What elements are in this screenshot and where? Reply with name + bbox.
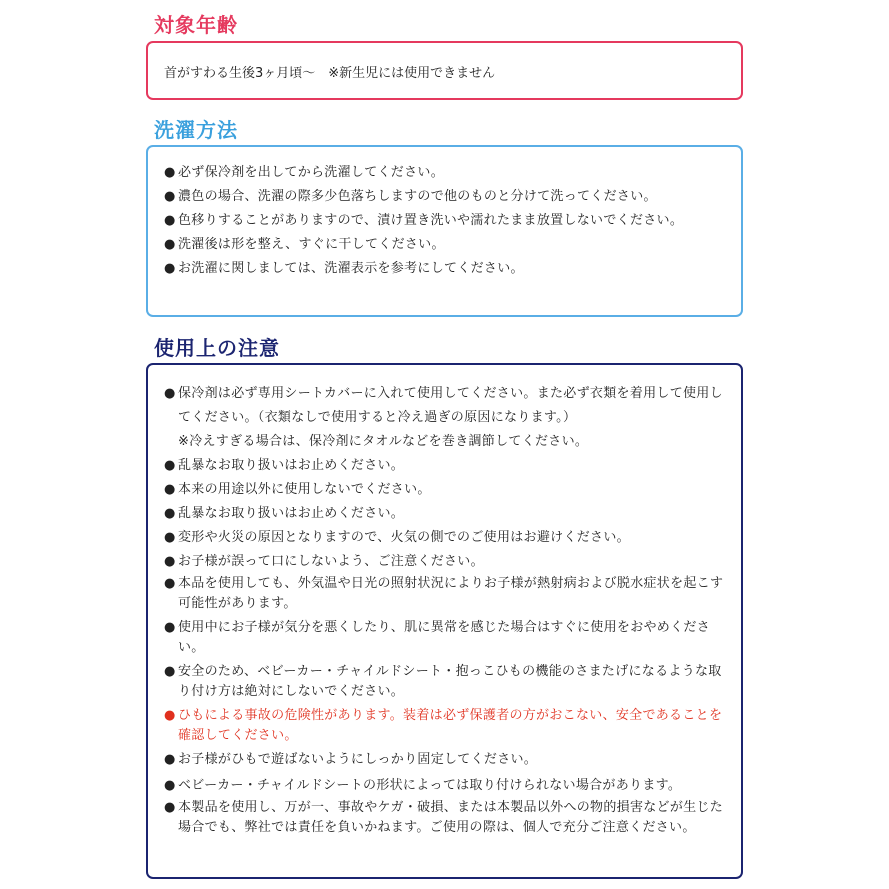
list-item-note: ※冷えすぎる場合は、保冷剤にタオルなどを巻き調節してください。 (178, 434, 589, 449)
list-item: ● 安全のため、ベビーカー・チャイルドシート・抱っこひもの機能のさまたげになるような取り付け方は絶対にしないでください。 (164, 664, 722, 699)
list-item: ● 本品を使用しても、外気温や日光の照射状況によりお子様が熱射病および脱水症状を起こす可能性があります。 (164, 576, 724, 611)
bullet-icon: ● (164, 708, 176, 723)
bullet-icon: ● (164, 213, 176, 228)
bullet-icon: ● (164, 482, 176, 497)
bullet-icon: ● (164, 664, 176, 679)
list-item: ● 必ず保冷剤を出してから洗濯してください。 (164, 161, 729, 185)
list-item-warning: ● ひもによる事故の危険性があります。装着は必ず保護者の方がおこない、安全であることを確認してください。 (164, 708, 723, 743)
list-item: ● 濃色の場合、洗濯の際多少色落ちしますので他のものと分けて洗ってください。 (164, 185, 729, 209)
list-item: ● お洗濯に関しましては、洗濯表示を参考にしてください。 (164, 257, 729, 281)
list-item: ● 本製品を使用し、万が一、事故やケガ・破損、または本製品以外への物的損害などが生じた場合でも、弊社では責任を負いかねます。ご使用の際は、個人で充分ご注意ください。 (164, 800, 724, 835)
list-item: ● 乱暴なお取り扱いはお止めください。 (164, 502, 727, 526)
list-item: ● ベビーカー・チャイルドシートの形状によっては取り付けられない場合があります。 (164, 774, 727, 798)
list-item: ● お子様が誤って口にしないよう、ご注意ください。 (164, 550, 727, 574)
target-age-heading: 対象年齢 (154, 13, 238, 37)
bullet-icon: ● (164, 752, 176, 767)
bullet-icon: ● (164, 386, 176, 401)
list-item: ● 保冷剤は必ず専用シートカバーに入れて使用してください。また必ず衣類を着用して使用してください。（衣類なしで使用すると冷え過ぎの原因になります。） (164, 382, 727, 430)
list-item: ● 使用中にお子様が気分を悪くしたり、肌に異常を感じた場合はすぐに使用をおやめください。 (164, 620, 711, 655)
cautions-box (146, 363, 743, 879)
list-item: ● 乱暴なお取り扱いはお止めください。 (164, 454, 727, 478)
target-age-box (146, 41, 743, 100)
bullet-icon: ● (164, 261, 176, 276)
cautions-list (164, 382, 727, 838)
bullet-icon: ● (164, 778, 176, 793)
target-age-text: 首がすわる生後3ヶ月頃～ ※新生児には使用できません (164, 66, 496, 81)
bullet-icon: ● (164, 576, 176, 591)
cautions-heading: 使用上の注意 (154, 336, 280, 360)
washing-box (146, 145, 743, 317)
list-item: ● 色移りすることがありますので、漬け置き洗いや濡れたまま放置しないでください。 (164, 209, 729, 233)
bullet-icon: ● (164, 530, 176, 545)
list-item: ● 変形や火災の原因となりますので、火気の側でのご使用はお避けください。 (164, 526, 727, 550)
bullet-icon: ● (164, 506, 176, 521)
bullet-icon: ● (164, 189, 176, 204)
bullet-icon: ● (164, 800, 176, 815)
bullet-icon: ● (164, 237, 176, 252)
washing-heading: 洗濯方法 (154, 118, 238, 142)
bullet-icon: ● (164, 554, 176, 569)
list-item: ● お子様がひもで遊ばないようにしっかり固定してください。 (164, 750, 727, 770)
bullet-icon: ● (164, 458, 176, 473)
list-item: ● 本来の用途以外に使用しないでください。 (164, 478, 727, 502)
bullet-icon: ● (164, 620, 176, 635)
bullet-icon: ● (164, 165, 176, 180)
washing-list (164, 161, 729, 281)
list-item: ● 洗濯後は形を整え、すぐに干してください。 (164, 233, 729, 257)
